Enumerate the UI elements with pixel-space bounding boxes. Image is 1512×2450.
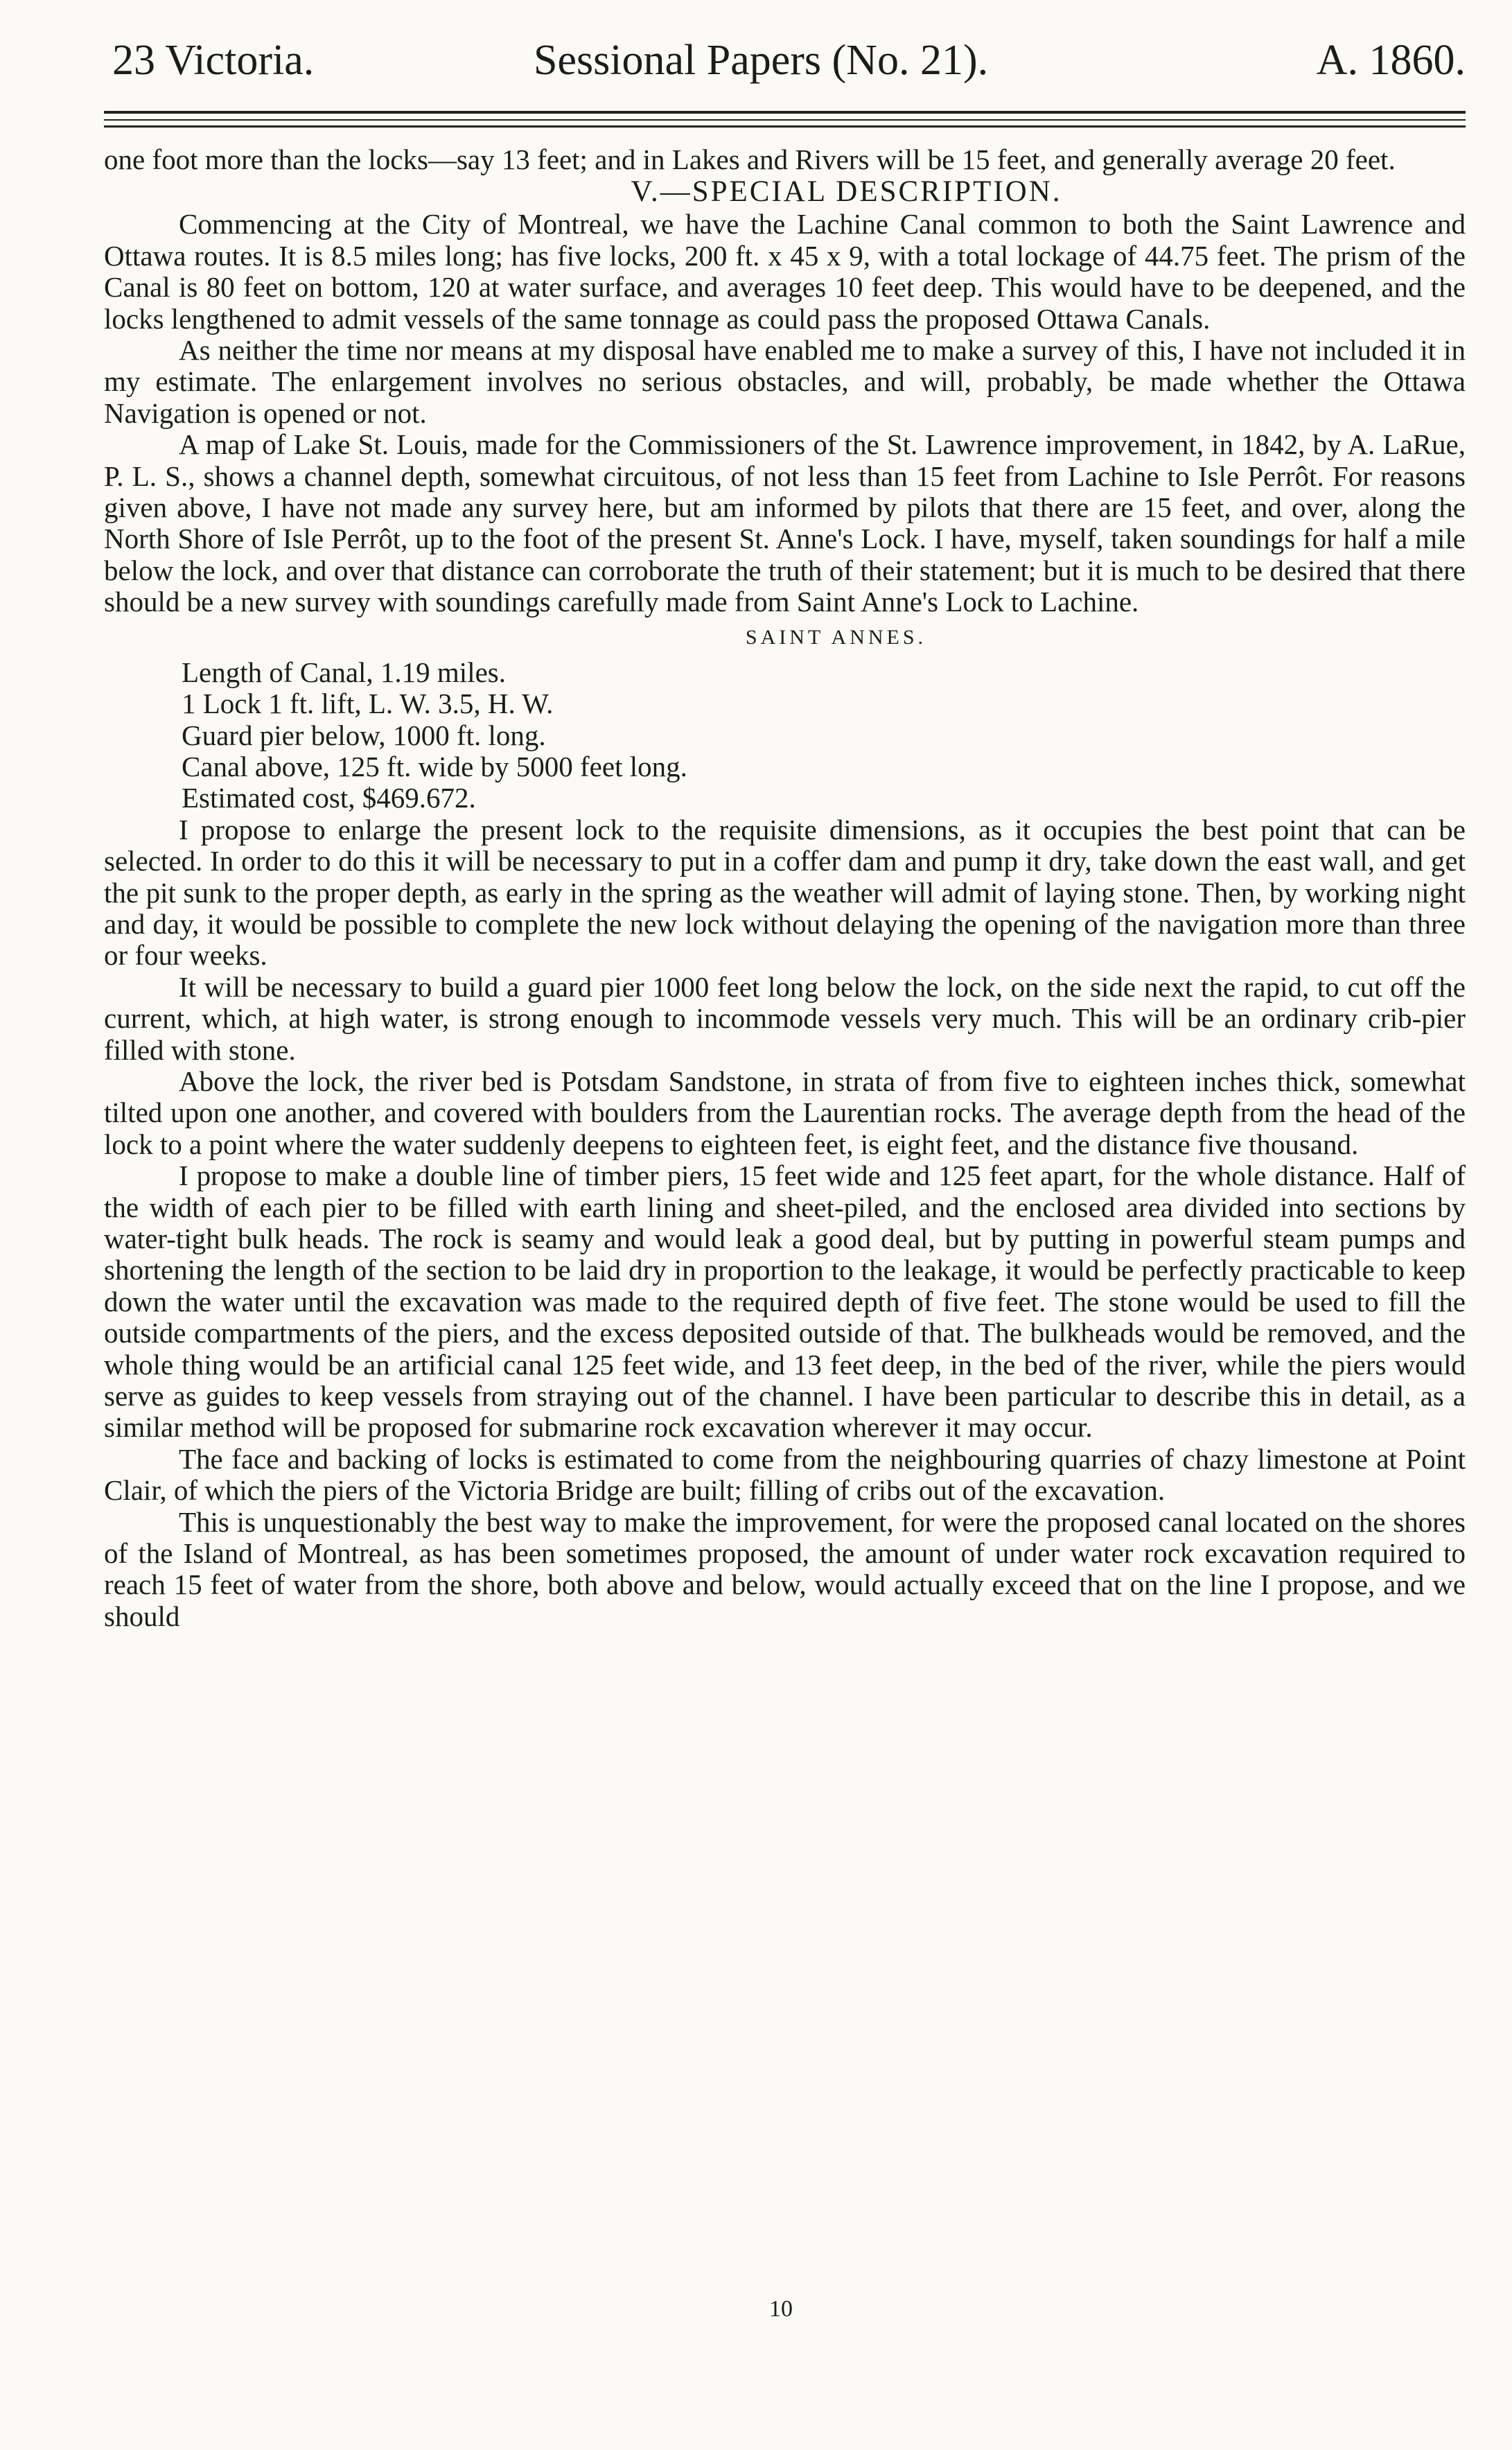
spec-list — [104, 657, 1466, 814]
header-rule — [104, 111, 1466, 114]
paragraph: Commencing at the City of Montreal, we have the Lachine Canal common to both the Saint Lawrence and Ottawa routes. It is 8.5 miles long; has five locks, 200 ft. x 45 x 9, with a total lockage of 44.75 feet. The prism of the Canal is 80 feet on bottom, 120 at water surface, and averages 10 feet deep. This would have to be deepened, and the locks lengthened to admit vessels of the same tonnage as could pass the proposed Ottawa Canals. — [104, 208, 1466, 335]
spec-item: Estimated cost, $469.672. — [182, 782, 476, 814]
running-header — [104, 36, 1466, 85]
spec-item: Length of Canal, 1.19 miles. — [182, 656, 506, 688]
paragraph: Above the lock, the river bed is Potsdam Sandstone, in strata of from five to eighteen inches thick, somewhat tilted upon one another, and covered with boulders from the Laurentian rocks. The average depth from the head of the lock to a point where the water suddenly deepens to eighteen feet, is eight feet, and the distance five thousand. — [104, 1065, 1466, 1160]
document-page — [104, 0, 1469, 2450]
paragraph: I propose to enlarge the present lock to the requisite dimensions, as it occupies the best point that can be selected. In order to do this it will be necessary to put in a coffer dam and pump it dry, take down the east wall, and get the pit sunk to the proper depth, as early in the spring as the weather will admit of laying stone. Then, by working night and day, it would be possible to complete the new lock without delaying the opening of the navigation more than three or four weeks. — [104, 813, 1466, 972]
spec-item: Guard pier below, 1000 ft. long. — [182, 719, 546, 751]
paragraph: This is unquestionably the best way to make the improvement, for were the proposed canal located on the shores of the Island of Montreal, as has been sometimes proposed, the amount of under water rock excavation required to reach 15 feet of water from the shore, both above and below, would actually exceed that on the line I propose, and we should — [104, 1505, 1466, 1632]
paragraph-continued: one foot more than the locks—say 13 feet; and in Lakes and Rivers will be 15 feet, and generally average 20 feet. — [104, 143, 1396, 175]
page-number: 10 — [769, 2296, 793, 2322]
section-title: V.—SPECIAL DESCRIPTION. — [631, 175, 1062, 209]
header-title: Sessional Papers (No. 21). — [534, 37, 989, 84]
paragraph: It will be necessary to build a guard pier 1000 feet long below the lock, on the side next the rapid, to cut off the current, which, at high water, is strong enough to incommode vessels very much. This will be an ordinary crib-pier filled with stone. — [104, 970, 1466, 1066]
subheading: SAINT ANNES. — [745, 625, 927, 649]
paragraph: I propose to make a double line of timber piers, 15 feet wide and 125 feet apart, for the whole distance. Half of the width of each pier to be filled with earth lining and sheet-piled, and the enclosed area divided into sections by water-tight bulk heads. The rock is seamy and would leak a good deal, but by putting in powerful steam pumps and shortening the length of the section to be laid dry in proportion to the leakage, it would be perfectly practicable to keep down the water until the excavation was made to the required depth of five feet. The stone would be used to fill the outside compartments of the piers, and the excess deposited outside of that. The bulkheads would be removed, and the whole thing would be an artificial canal 125 feet wide, and 13 feet deep, in the bed of the river, while the piers would serve as guides to keep vessels from straying out of the channel. I have been particular to describe this in detail, as a similar method will be proposed for submarine rock excavation wherever it may occur. — [104, 1160, 1466, 1444]
paragraph: A map of Lake St. Louis, made for the Commissioners of the St. Lawrence improvement, in 1842, by A. LaRue, P. L. S., shows a channel depth, somewhat circuitous, of not less than 15 feet from Lachine to Isle Perrôt. For reasons given above, I have not made any survey here, but am informed by pilots that there are 15 feet, and over, along the North Shore of Isle Perrôt, up to the foot of the present St. Anne's Lock. I have, myself, taken soundings for half a mile below the lock, and over that distance can corroborate the truth of their statement; but it is much to be desired that there should be a new survey with soundings carefully made from Saint Anne's Lock to Lachine. — [104, 428, 1466, 618]
body-text — [104, 144, 1466, 1632]
header-rule — [104, 125, 1466, 128]
spec-item: 1 Lock 1 ft. lift, L. W. 3.5, H. W. — [182, 688, 554, 720]
paragraph: As neither the time nor means at my disposal have enabled me to make a survey of this, I have not included it in my estimate. The enlargement involves no serious obstacles, and will, probably, be made whether the Ottawa Navigation is opened or not. — [104, 334, 1466, 429]
paragraph: The face and backing of locks is estimated to come from the neighbouring quarries of chazy limestone at Point Clair, of which the piers of the Victoria Bridge are built; filling of cribs out of the excavation. — [104, 1442, 1466, 1507]
spec-item: Canal above, 125 ft. wide by 5000 feet long. — [182, 750, 687, 782]
header-session: 23 Victoria. — [112, 37, 315, 84]
header-rule — [104, 119, 1466, 121]
header-year: A. 1860. — [1316, 37, 1466, 84]
